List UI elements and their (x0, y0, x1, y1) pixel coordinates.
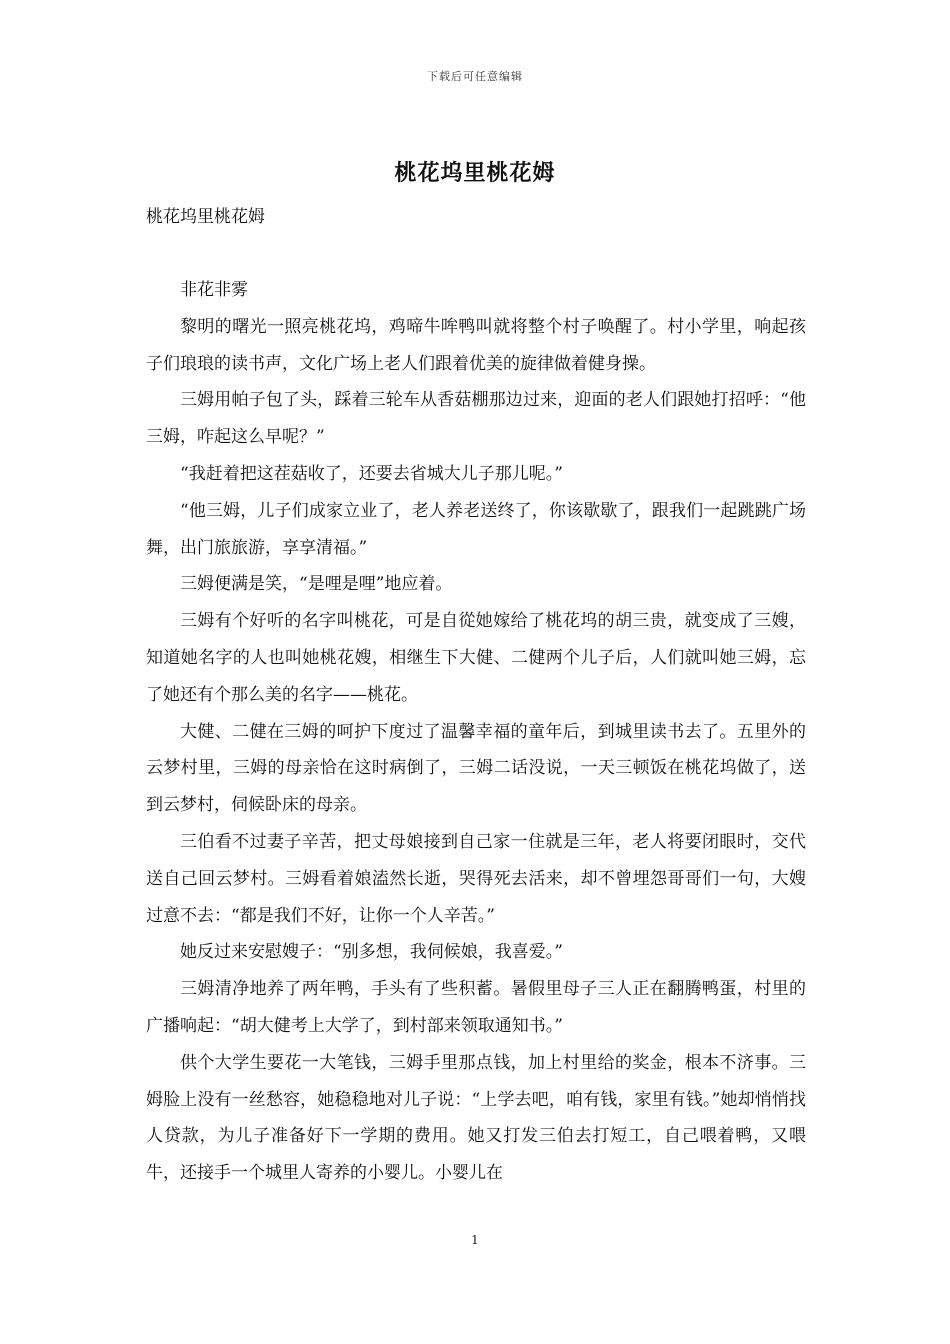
paragraph: 三姆便满是笑，“是哩是哩”地应着。 (180, 574, 453, 595)
paragraph: 三姆有个好听的名字叫桃花，可是自從她嫁给了桃花坞的胡三贵，就变成了三嫂，知道她名字的人也叫她桃花嫂，相继生下大健、二健两个儿子后，人们就叫她三姆，忘了她还有个那么美的名字——桃花。 (146, 611, 806, 705)
document-body (146, 272, 806, 1192)
paragraph: “他三姆，儿子们成家立业了，老人养老送终了，你该歇歇了，跟我们一起跳跳广场舞，出门旅旅游，享享清福。” (146, 500, 806, 558)
document-subtitle: 桃花坞里桃花姆 (146, 207, 265, 227)
paragraph: “我赶着把这茬菇收了，还要去省城大儿子那儿呢。” (180, 463, 563, 484)
paragraph: 黎明的曙光一照亮桃花坞，鸡啼牛哞鸭叫就将整个村子唤醒了。村小学里，响起孩子们琅琅的读书声，文化广场上老人们跟着优美的旋律做着健身操。 (146, 316, 806, 374)
paragraph: 三姆清净地养了两年鸭，手头有了些积蓄。暑假里母子三人正在翻腾鸭蛋，村里的广播响起：“胡大健考上大学了，到村部来领取通知书。” (146, 979, 806, 1036)
document-title: 桃花坞里桃花姆 (394, 160, 556, 186)
paragraph: 三姆用帕子包了头，踩着三轮车从香菇棚那边过来，迎面的老人们跟她打招呼：“他三姆，咋起这么早呢？” (146, 390, 806, 448)
paragraph: 供个大学生要花一大笔钱，三姆手里那点钱，加上村里给的奖金，根本不济事。三姆脸上没有一丝愁容，她稳稳地对儿子说：“上学去吧，咱有钱，家里有钱。”她却悄悄找人贷款，为儿子准备好下一学期的费用。她又打发三伯去打短工，自己喂着鸭，又喂牛，还接手一个城里人寄养的小婴儿。小婴儿在 (146, 1052, 806, 1184)
paragraph: 非花非雾 (180, 280, 248, 300)
page-number: 1 (471, 1233, 479, 1247)
paragraph: 她反过来安慰嫂子：“别多想，我伺候娘，我喜爱。” (180, 942, 563, 963)
paragraph: 三伯看不过妻子辛苦，把丈母娘接到自己家一住就是三年，老人将要闭眼时，交代送自己回云梦村。三姆看着娘溘然长逝，哭得死去活来，却不曾埋怨哥哥们一句，大嫂过意不去：“都是我们不好，让你一个人辛苦。” (146, 831, 806, 926)
header-note: 下载后可任意编辑 (427, 70, 523, 83)
paragraph: 大健、二健在三姆的呵护下度过了温馨幸福的童年后，到城里读书去了。五里外的云梦村里，三姆的母亲恰在这时病倒了，三姆二话没说，一天三顿饭在桃花坞做了，送到云梦村，伺候卧床的母亲。 (146, 721, 806, 816)
